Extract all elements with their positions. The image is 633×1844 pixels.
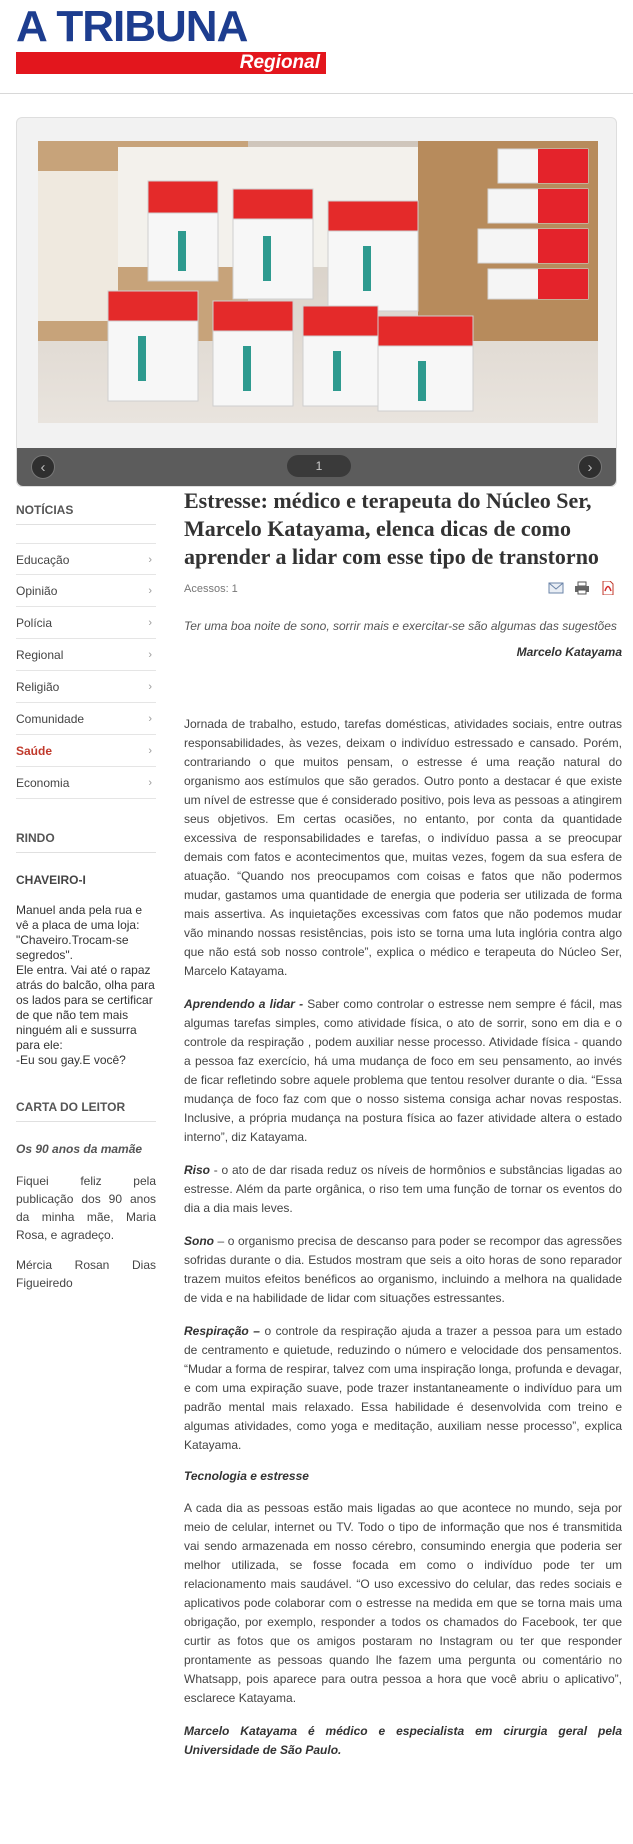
slider-controls xyxy=(17,448,616,486)
paragraph: Jornada de trabalho, estudo, tarefas domésticas, atividades sociais, entre outras responsabilidades, às vezes, deixam o indivíduo estressado e cansado. Porém, contrariando o que muitos pensam, o estresse é uma reação natural do organismo aos estímulos que são gerados. Outro ponto a destacar é que existe um nível de estresse que é considerado positivo, pois leva as pessoas a atingirem seus objetivos. Em certas ocasiões, no entanto, por conta da quantidade excessiva de responsabilidades e tarefas, o indivíduo passa a se preocupar demais com fatos e acontecimentos que, muitas vezes, fogem da sua esfera de atuação. “Quando nos preocupamos com coisas e fatos que não podermos mudar, gastamos uma quantidade de energia que poderia ser utilizada de forma mais assertiva. As inquietações excessivas com fatos que não podemos mudar vão minando nossas resistências, pois isto se torna uma luta inglória contra algo que não está sob nosso controle”, explica o médico e terapeuta do Núcleo Ser, Marcelo Katayama. xyxy=(184,717,622,978)
article xyxy=(184,487,622,1760)
chevron-right-icon: › xyxy=(148,585,152,597)
noticias-heading: NOTÍCIAS xyxy=(16,503,156,525)
chevron-left-icon[interactable]: ‹ xyxy=(31,455,55,479)
article-tools xyxy=(548,581,616,595)
email-icon[interactable] xyxy=(548,581,564,595)
article-title: Estresse: médico e terapeuta do Núcleo Ser, Marcelo Katayama, elenca dicas de como aprender a lidar com esse tipo de transtorno xyxy=(184,488,599,569)
article-body xyxy=(184,715,622,1760)
category-label: Comunidade xyxy=(16,712,85,726)
chevron-right-icon: › xyxy=(148,777,152,789)
paragraph-text: – o organismo precisa de descanso para poder se recompor das agressões sofridas durante o dia. Estudos mostram que seis a oito horas de sono reparador trazem muitos efeitos benéficos ao organismo, incluindo a melhora na qualidade de vida e na habilidade de lidar com situações estressantes. xyxy=(184,1234,622,1305)
hits-count: Acessos: 1 xyxy=(184,583,238,595)
joke-text: Manuel anda pela rua e vê a placa de uma loja: "Chaveiro.Trocam-se segredos". Ele entra. Vai até o rapaz atrás do balcão, olha para os lados para se certificar de que não tem mais ninguém ali e sussurra para ele: -Eu sou gay.E você? xyxy=(16,903,155,1067)
chevron-right-icon: › xyxy=(148,554,152,566)
paragraph-text: o controle da respiração ajuda a trazer a pessoa para um estado de centramento e quietude, reduzindo o número e velocidade dos pensamentos. “Mudar a forma de respirar, talvez com uma inspiração longa, profunda e devagar, e com uma expiração suave, pode trazer instantaneamente o indivíduo para um padrão mental mais relaxado. Essa habilidade é desenvolvida com treino e algumas atividades, como yoga e meditação, auxiliam nesse processo”, explica Katayama. xyxy=(184,1324,622,1452)
site-header xyxy=(0,0,633,95)
letter-author: Mércia Rosan Dias Figueiredo xyxy=(16,1258,156,1290)
category-label: Educação xyxy=(16,553,70,567)
letter-title[interactable]: Os 90 anos da mamãe xyxy=(16,1142,143,1156)
image-slider xyxy=(16,117,617,487)
category-item-economia[interactable] xyxy=(16,767,156,799)
chevron-right-icon: › xyxy=(148,681,152,693)
author-note: Marcelo Katayama é médico e especialista em cirurgia geral pela Universidade de São Paulo. xyxy=(184,1724,622,1757)
chevron-right-icon: › xyxy=(148,713,152,725)
article-lead: Ter uma boa noite de sono, sorrir mais e exercitar-se são algumas das sugestões xyxy=(184,619,617,633)
category-label: Regional xyxy=(16,648,64,662)
joke-title[interactable]: CHAVEIRO-I xyxy=(16,873,86,887)
paragraph xyxy=(184,995,622,1147)
category-item-policia[interactable] xyxy=(16,607,156,639)
category-item-religiao[interactable] xyxy=(16,671,156,703)
logo-subtitle: Regional xyxy=(239,52,320,73)
letter-text: Fiquei feliz pela publicação dos 90 anos da minha mãe, Maria Rosa, e agradeço. xyxy=(16,1174,156,1242)
rindo-heading: RINDO xyxy=(16,831,156,853)
chevron-right-icon: › xyxy=(148,617,152,629)
header-divider xyxy=(0,93,633,94)
pdf-icon[interactable] xyxy=(600,581,616,595)
paragraph-lead: Aprendendo a lidar - xyxy=(184,997,304,1011)
paragraph-lead: Riso xyxy=(184,1163,211,1177)
category-list xyxy=(16,543,156,799)
slide-image[interactable] xyxy=(38,141,598,423)
paragraph: A cada dia as pessoas estão mais ligadas ao que acontece no mundo, seja por meio de celular, internet ou TV. Todo o tipo de informação que nos é transmitida vai sendo armazenada em nosso cérebro, consumindo energia que poderia ser melhor utilizada, se fosse focada em como o indivíduo pode ter um relacionamento mais saudável. “O uso excessivo do celular, das redes sociais e aplicativos pode colaborar com o estresse na medida em que se torna mais uma obrigação, por exemplo, responder a todos os chamados do Facebook, ter que curtir as fotos que os amigos postaram no Instagram ou ter que responder prontamente as pessoas quando lhe fazem uma pergunta ou comentário no Whatsapp, pois aparece para outra pessoa a hora que você abriu o aplicativo”, esclarece Katayama. xyxy=(184,1501,622,1705)
sidebar xyxy=(16,503,156,1292)
category-label: Saúde xyxy=(16,744,53,758)
category-label: Economia xyxy=(16,776,70,790)
logo-bar xyxy=(16,52,326,74)
paragraph-text: - o ato de dar risada reduz os níveis de hormônios e substâncias ligadas ao estresse. Além da parte orgânica, o riso tem uma função de tornar os eventos do dia a dia mais leves. xyxy=(184,1163,622,1215)
category-item-educacao[interactable] xyxy=(16,543,156,575)
site-logo[interactable] xyxy=(16,4,336,76)
logo-title: A TRIBUNA xyxy=(16,2,248,51)
paragraph-text: Saber como controlar o estresse nem sempre é fácil, mas algumas tarefas simples, como atividade física, o ato de sorrir, sono em dia e o controle da respiração , podem auxiliar nesse processo. Atividade física - quando a pessoa faz exercício, há uma mudança de foco em seu pensamento, ao invés de ficar refletindo sobre aquele problema que tentou resolver durante o dia. “Essa mudança de foco faz com que o nosso sistema consiga achar novas respostas. Inclusive, a própria mudança na postura física ao fazer atividade altera o estado interno”, diz Katayama. xyxy=(184,997,622,1144)
category-label: Polícia xyxy=(16,616,53,630)
category-item-comunidade[interactable] xyxy=(16,703,156,735)
paragraph-lead: Sono xyxy=(184,1234,214,1248)
article-meta xyxy=(184,579,622,603)
paragraph xyxy=(184,1232,622,1308)
article-byline: Marcelo Katayama xyxy=(516,645,622,659)
slide-page-indicator[interactable]: 1 xyxy=(287,455,351,477)
category-item-saude[interactable] xyxy=(16,735,156,767)
paragraph xyxy=(184,1322,622,1455)
chevron-right-icon[interactable]: › xyxy=(578,455,602,479)
paragraph xyxy=(184,1161,622,1218)
category-item-opiniao[interactable] xyxy=(16,575,156,607)
chevron-right-icon: › xyxy=(148,745,152,757)
category-item-regional[interactable] xyxy=(16,639,156,671)
medicine-boxes-photo xyxy=(38,141,598,423)
category-label: Religião xyxy=(16,680,60,694)
print-icon[interactable] xyxy=(574,581,590,595)
carta-heading: CARTA DO LEITOR xyxy=(16,1100,156,1122)
chevron-right-icon: › xyxy=(148,649,152,661)
paragraph-lead: Respiração – xyxy=(184,1324,260,1338)
category-label: Opinião xyxy=(16,584,58,598)
section-subhead: Tecnologia e estresse xyxy=(184,1469,309,1483)
